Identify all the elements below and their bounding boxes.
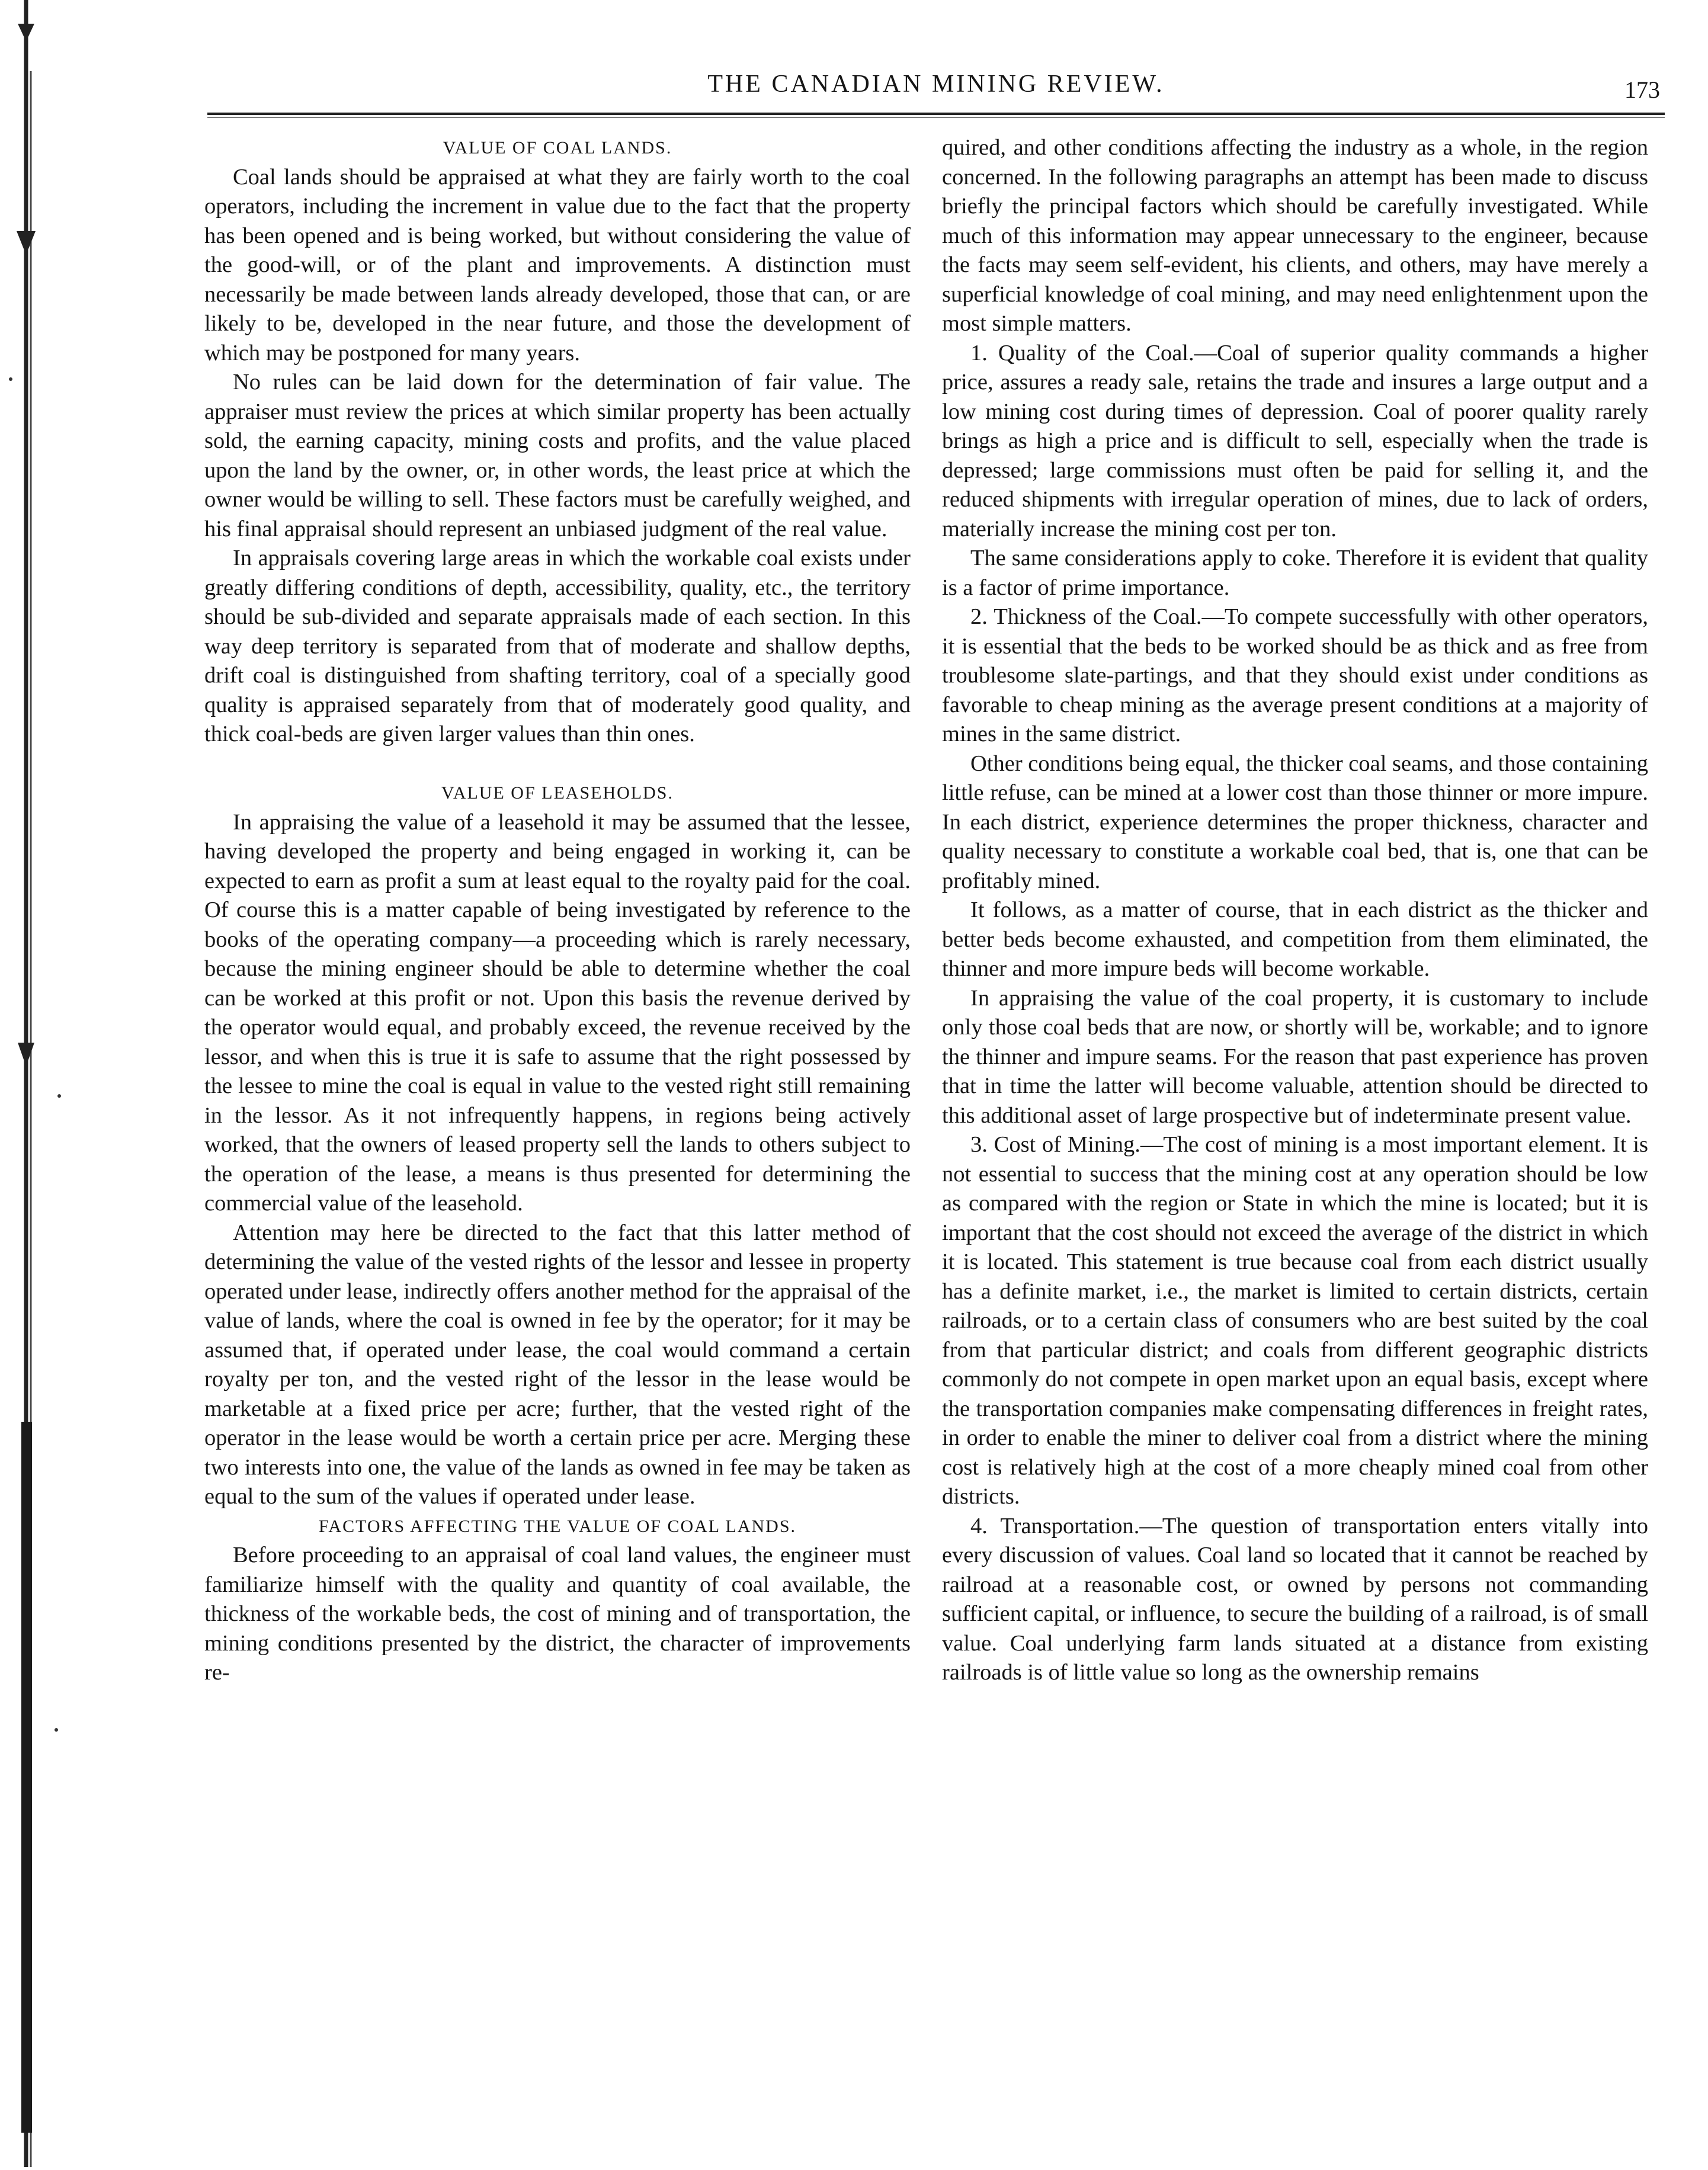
paragraph: The same considerations apply to coke. Therefore it is evident that quality is a factor of prime importance.: [942, 546, 1648, 600]
paragraph: Coal lands should be appraised at what they are fairly worth to the coal operators, including the increment in value due to the fact that the property has been opened and is being worked, but without considering the value of the good-will, or of the plant and improvements. A distinction must necessarily be made between lands already developed, those that can, or are likely to be, developed in the near future, and those the development of which may be postponed for many years.: [204, 164, 911, 366]
section-heading-leaseholds: VALUE OF LEASEHOLDS.: [441, 783, 674, 803]
paragraph-thickness: 2. Thickness of the Coal.—To compete successfully with other operators, it is essential that the beds to be worked should be as thick and as free from troublesome slate-partings, and that they should exist under conditions as favorable to cheap mining as the average present conditions at a majority of mines in the same district.: [942, 604, 1648, 746]
paragraph: No rules can be laid down for the determination of fair value. The appraiser must review the prices at which similar property has been actually sold, the earning capacity, mining costs and profits, and the value placed upon the land by the owner, or, in other words, the least price at which the owner would be willing to sell. These factors must be carefully weighed, and his final appraisal should represent an unbiased judgment of the real value.: [204, 370, 911, 541]
paragraph-continued: quired, and other conditions affecting the industry as a whole, in the region concerned. In the following paragraphs an attempt has been made to discuss briefly the principal factors which should be carefully investigated. While much of this information may appear unnecessary to the engineer, because the facts may seem self-evident, his clients, and others, may have merely a superficial knowledge of coal mining, and may need enlightenment upon the most simple matters.: [942, 135, 1648, 336]
paragraph-cost-of-mining: 3. Cost of Mining.—The cost of mining is a most important element. It is not essential to success that the mining cost at any operation should be low as compared with the region or State in which the mine is located; but it is important that the cost should not exceed the average of the district in which it is located. This statement is true because coal from each district usually has a definite market, i.e., the market is limited to certain districts, certain railroads, or to a certain class of consumers who are best suited by the coal from that particular district; and coals from different geographic districts commonly do not compete in open market upon an equal basis, except where the transportation companies make compensating differences in freight rates, in order to enable the miner to deliver coal from a district where the mining cost is relatively high at the cost of a more cheaply mined coal from other districts.: [942, 1132, 1648, 1509]
section-heading-coal-lands: VALUE OF COAL LANDS.: [443, 138, 672, 158]
paragraph: Before proceeding to an appraisal of coal land values, the engineer must familiarize himself with the quality and quantity of coal available, the thickness of the workable beds, the cost of mining and of transportation, the mining conditions presented by the district, the character of improvements re-: [204, 1543, 911, 1685]
paragraph: Other conditions being equal, the thicker coal seams, and those containing little refuse, can be mined at a lower cost than those thinner or more impure. In each district, experience determines the proper thickness, character and quality necessary to constitute a workable coal bed, that is, one that can be profitably mined.: [942, 751, 1648, 893]
paragraph: It follows, as a matter of course, that in each district as the thicker and better beds become exhausted, and competition from them eliminated, the thinner and more impure beds will become workable.: [942, 898, 1648, 981]
paragraph: In appraisals covering large areas in which the workable coal exists under greatly differing conditions of depth, accessibility, quality, etc., the territory should be sub-divided and separate appraisals made of each section. In this way deep territory is separated from that of moderate and shallow depths, drift coal is distinguished from shafting territory, coal of a specially good quality is appraised separately from that of moderately good quality, and thick coal-beds are given larger values than thin ones.: [204, 546, 911, 746]
paragraph: In appraising the value of the coal property, it is customary to include only those coal beds that are now, or shortly will be, workable; and to ignore the thinner and impure seams. For the reason that past experience has proven that in time the latter will become valuable, attention should be directed to this additional asset of large prospective but of indeterminate present value.: [942, 985, 1648, 1128]
paragraph: Attention may here be directed to the fact that this latter method of determining the value of the vested rights of the lessor and lessee in property operated under lease, indirectly offers another method for the appraisal of the value of lands, where the coal is owned in fee by the operator; for it may be assumed that, if operated under lease, the coal would command a certain royalty per ton, and the vested right of the lessor in the lease would be marketable at a fixed price per acre; further, that the vested right of the operator in the lease would be worth a certain price per acre. Merging these two interests into one, the value of the lands as owned in fee may be taken as equal to the sum of the values if operated under lease.: [204, 1220, 911, 1509]
page-number: 173: [1624, 76, 1660, 103]
section-heading-factors: FACTORS AFFECTING THE VALUE OF COAL LANDS.: [318, 1516, 797, 1536]
paragraph-quality: 1. Quality of the Coal.—Coal of superior quality commands a higher price, assures a ready sale, retains the trade and insures a large output and a low mining cost during times of depression. Coal of poorer quality rarely brings as high a price and is difficult to sell, especially when the trade is depressed; large commissions must often be paid for selling it, and the reduced shipments with irregular operation of mines, due to lack of orders, materially increase the mining cost per ton.: [942, 340, 1648, 541]
header-rule: [207, 113, 1665, 118]
left-column: [204, 133, 911, 2147]
right-column: [942, 133, 1648, 2147]
journal-title: THE CANADIAN MINING REVIEW.: [707, 70, 1165, 98]
page-header: [207, 70, 1665, 111]
paragraph-transportation: 4. Transportation.—The question of transportation enters vitally into every discussion of values. Coal land so located that it cannot be reached by railroad at a reasonable cost, or owned by persons not commanding sufficient capital, or influence, to secure the building of a railroad, is of small value. Coal underlying farm lands situated at a distance from existing railroads is of little value so long as the ownership remains: [942, 1513, 1648, 1685]
paragraph: In appraising the value of a leasehold it may be assumed that the lessee, having developed the property and being engaged in working it, can be expected to earn as profit a sum at least equal to the royalty paid for the coal. Of course this is a matter capable of being investigated by reference to the books of the operating company—a proceeding which is rarely necessary, because the mining engineer should be able to determine whether the coal can be worked at this profit or not. Upon this basis the revenue derived by the operator would equal, and probably exceed, the revenue received by the lessor, and when this is true it is safe to assume that the right possessed by the lessee to mine the coal is equal in value to the vested right still remaining in the lessor. As it not infrequently happens, in regions being actively worked, that the owners of leased property sell the lands to others subject to the operation of the lease, a means is thus presented for determining the commercial value of the leasehold.: [204, 809, 911, 1216]
book-binding-edge: [0, 0, 65, 2167]
